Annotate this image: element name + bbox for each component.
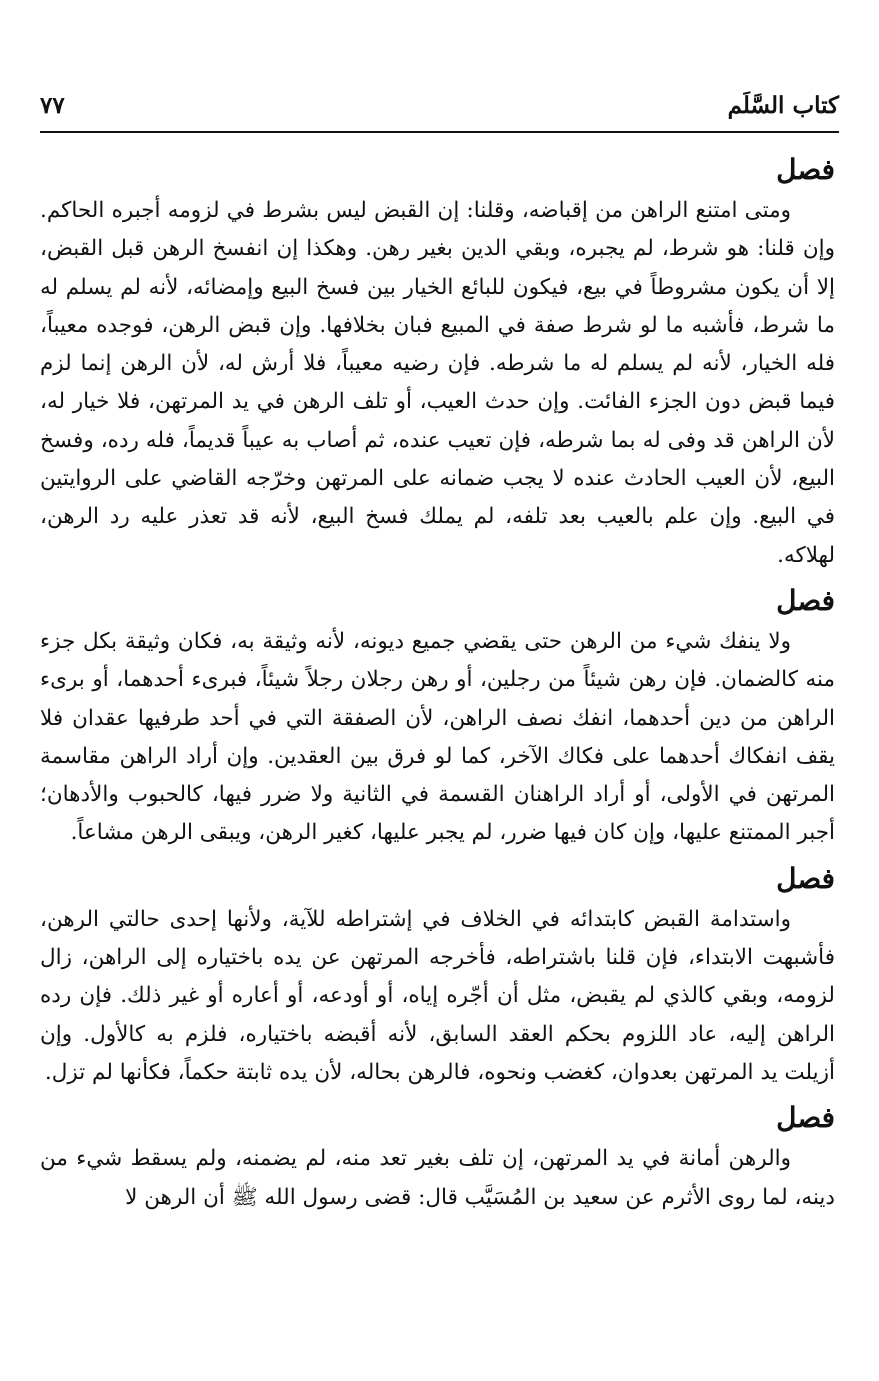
- section-paragraph: والرهن أمانة في يد المرتهن، إن تلف بغير تعد منه، لم يضمنه، ولم يسقط شيء من دينه، لما روى الأثرم عن سعيد بن المُسَيَّب قال: قضى رسول الله ﷺ أن الرهن لا: [40, 1146, 835, 1210]
- running-header: [40, 86, 839, 126]
- header-rule: [40, 131, 839, 133]
- section-heading: فصل: [776, 583, 835, 617]
- section-heading: فصل: [776, 861, 835, 895]
- section-paragraph: ومتى امتنع الراهن من إقباضه، وقلنا: إن القبض ليس بشرط في لزومه أجبره الحاكم. وإن قلنا: هو شرط، لم يجبره، وبقي الدين بغير رهن. وهكذا إن انفسخ الرهن قبل القبض، إلا أن يكون مشروطاً في بيع، فيكون للبائع الخيار بين فسخ البيع وإمضائه، لأنه لم يسلم له ما شرط، فأشبه ما لو شرط صفة في المبيع فبان بخلافها. وإن قبض الرهن، فوجده معيباً، فله الخيار، لأنه لم يسلم له ما شرطه. فإن رضيه معيباً، فلا أرش له، لأن الرهن إنما لزم فيما قبض دون الجزء الفائت. وإن حدث العيب، أو تلف الرهن في يد المرتهن، فلا خيار له، لأن الراهن قد وفى له بما شرطه، فإن تعيب عنده، ثم أصاب به عيباً قديماً، فله رده، وفسخ البيع، لأن العيب الحادث عنده لا يجب ضمانه على المرتهن وخرّجه القاضي على الروايتين في البيع. وإن علم بالعيب بعد تلفه، لم يملك فسخ البيع، لأنه قد تعذر عليه رد الرهن، لهلاكه.: [40, 198, 835, 568]
- section-3: [40, 857, 835, 1092]
- section-heading: فصل: [776, 153, 835, 186]
- page-number: ٧٧: [40, 92, 65, 119]
- section-1: [40, 148, 835, 575]
- section-2: [40, 579, 835, 853]
- section-paragraph: ولا ينفك شيء من الرهن حتى يقضي جميع ديونه، لأنه وثيقة به، فكان وثيقة بكل جزء منه كالضمان. فإن رهن شيئاً من رجلين، أو رهن رجلان رجلاً شيئاً، فبرىء أحدهما، أو برىء الراهن من دين أحدهما، انفك نصف الراهن، لأن الصفقة التي في أحد طرفيها عقدان فلا يقف انفكاك أحدهما على فكاك الآخر، كما لو فرق بين العقدين. وإن أراد الراهن مقاسمة المرتهن في الأولى، أو أراد الراهنان القسمة في الثانية ولا ضرر فيها، كالحبوب والأدهان؛ أجبر الممتنع عليها، وإن كان فيها ضرر، لم يجبر عليها، كغير الرهن، ويبقى الرهن مشاعاً.: [40, 628, 835, 846]
- section-paragraph: واستدامة القبض كابتدائه في الخلاف في إشتراطه للآية، ولأنها إحدى حالتي الرهن، فأشبهت الابتداء، فإن قلنا باشتراطه، فأخرجه المرتهن عن يده باختياره إلى الراهن، زال لزومه، وبقي كالذي لم يقبض، مثل أن أجّره إياه، أو أودعه، أو أعاره أو غير ذلك. فإن رده الراهن إليه، عاد اللزوم بحكم العقد السابق، لأنه أقبضه باختياره، فلزم به كالأول. وإن أزيلت يد المرتهن بعدوان، كغضب ونحوه، فالرهن بحاله، لأن يده ثابتة حكماً، فكأنها لم تزل.: [40, 906, 835, 1085]
- running-title: كتاب السَّلَم: [727, 92, 839, 119]
- section-4: [40, 1096, 835, 1217]
- section-heading: فصل: [776, 1101, 835, 1135]
- page-content: [40, 148, 835, 1221]
